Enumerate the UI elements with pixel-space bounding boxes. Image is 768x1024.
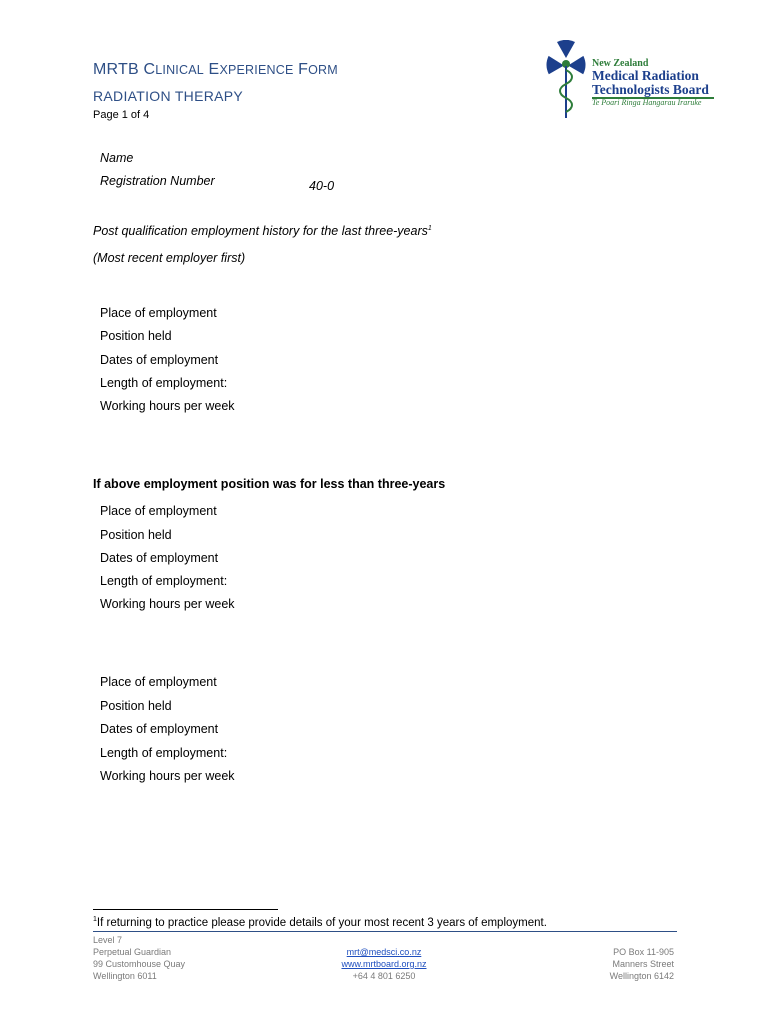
place-of-employment-label: Place of employment (100, 675, 217, 689)
website-link[interactable]: www.mrtboard.org.nz (341, 959, 427, 969)
working-hours-label: Working hours per week (100, 769, 235, 783)
history-note: (Most recent employer first) (93, 251, 246, 265)
section-heading: If above employment position was for less than three-years (93, 477, 446, 491)
registration-value: 40-0 (309, 179, 335, 193)
length-of-employment-label: Length of employment: (100, 376, 228, 390)
footnote-separator (93, 909, 278, 910)
form-subtitle: RADIATION THERAPY (93, 88, 244, 104)
dates-of-employment-label: Dates of employment (100, 722, 219, 736)
place-of-employment-label: Place of employment (100, 306, 217, 320)
name-label: Name (100, 151, 134, 165)
logo-maori-name: Te Poari Ringa Hangarau Iraruke (592, 98, 702, 107)
phone-number: +64 4 801 6250 (352, 971, 416, 981)
length-of-employment-label: Length of employment: (100, 746, 228, 760)
dates-of-employment-label: Dates of employment (100, 551, 219, 565)
place-of-employment-label: Place of employment (100, 504, 217, 518)
logo-line-1: Medical Radiation (592, 68, 699, 83)
dates-of-employment-label: Dates of employment (100, 353, 219, 367)
history-intro: Post qualification employment history for the last three-years$^1$ (93, 224, 432, 238)
email-link[interactable]: mrt@medsci.co.nz (346, 947, 422, 957)
footer-divider (93, 931, 677, 932)
working-hours-label: Working hours per week (100, 399, 235, 413)
page-number: Page 1 of 4 (93, 109, 150, 121)
footnote-ref: 1 (427, 224, 432, 232)
form-title: MRTB CLINICAL EXPERIENCE FORM (93, 61, 338, 78)
footer-contact (320, 946, 448, 982)
position-held-label: Position held (100, 528, 172, 542)
position-held-label: Position held (100, 329, 172, 343)
footer-postal: PO Box 11-905 Manners Street Wellington 6142 (609, 947, 674, 981)
registration-label: Registration Number (100, 174, 215, 188)
footer-address: Level 7 Perpetual Guardian 99 Customhouse Quay Wellington 6011 (93, 935, 186, 981)
logo-line-2: Technologists Board (592, 82, 709, 97)
logo-country: New Zealand (592, 58, 649, 69)
working-hours-label: Working hours per week (100, 597, 235, 611)
footnote: $^1$If returning to practice please provide details of your most recent 3 years of employment. (93, 916, 547, 929)
position-held-label: Position held (100, 699, 172, 713)
length-of-employment-label: Length of employment: (100, 574, 228, 588)
